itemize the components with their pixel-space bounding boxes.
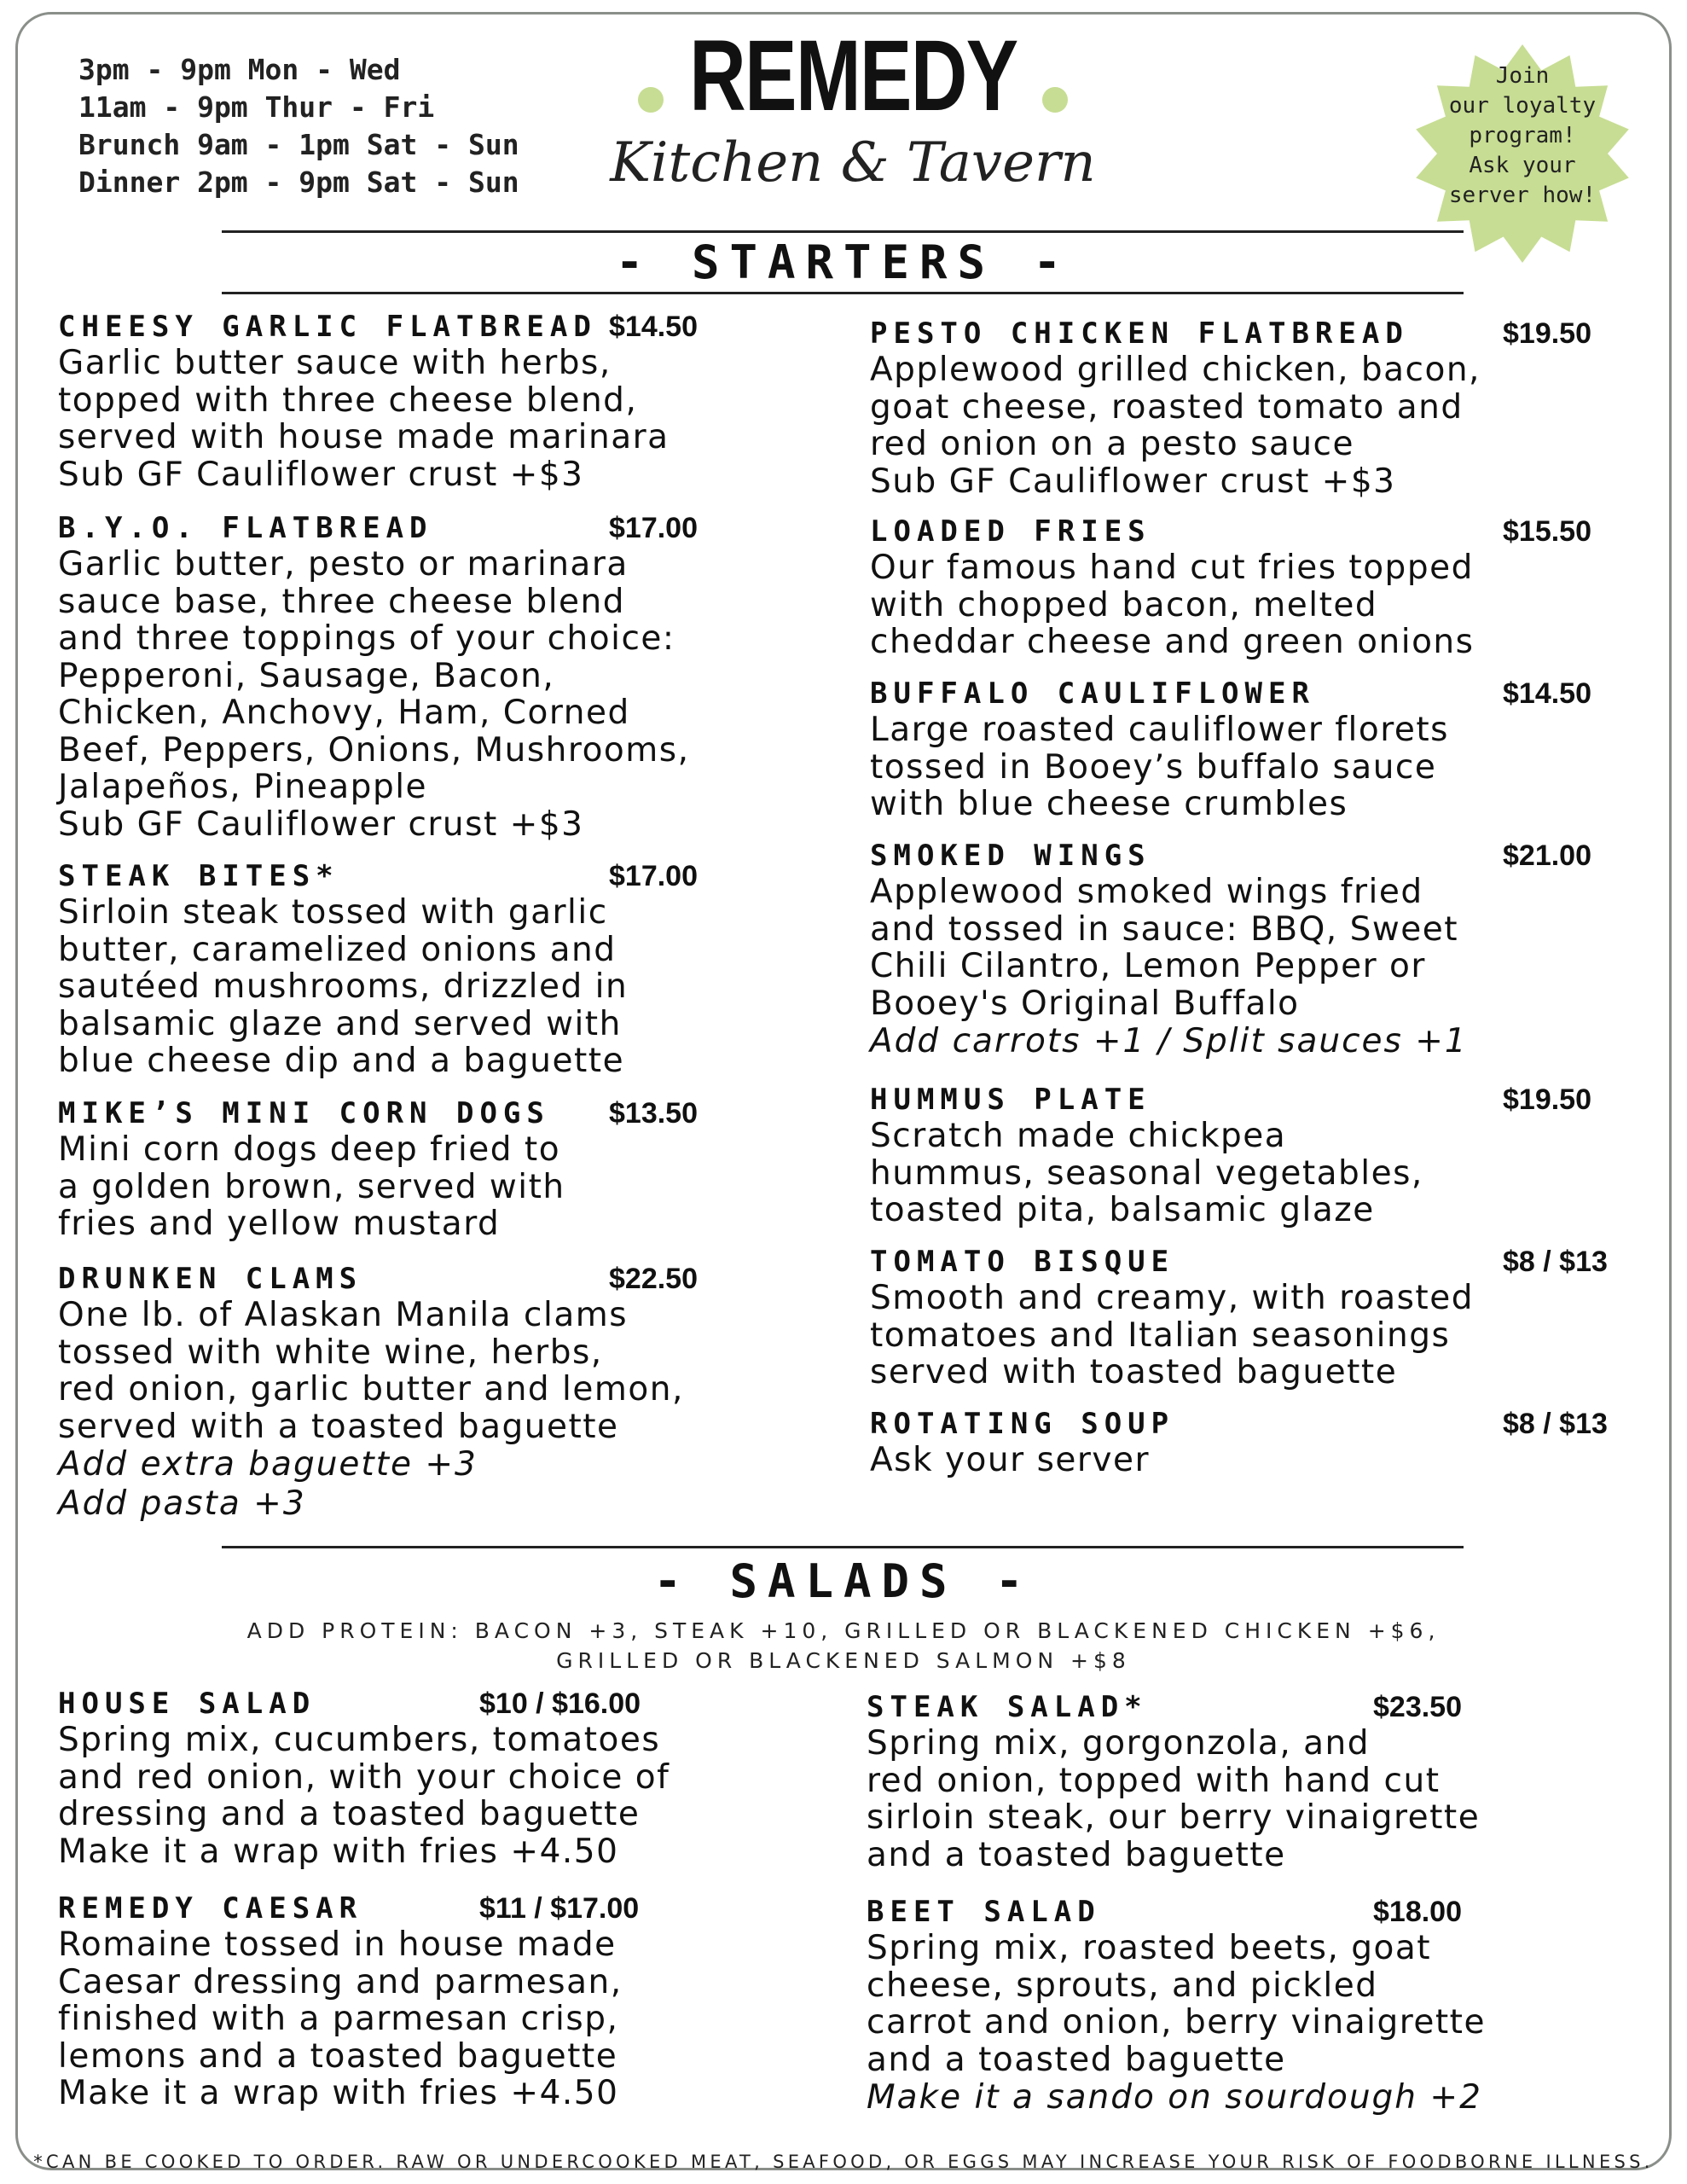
menu-item-description: Scratch made chickpea hummus, seasonal vegetables, toasted pita, balsamic glaze [870,1117,1423,1229]
divider [222,230,1464,233]
menu-item-description: Spring mix, cucumbers, tomatoes and red onion, with your choice of dressing and a toasted baguette Make it a wrap with fries +4.50 [58,1721,670,1871]
menu-item-price: $10 / $16.00 [479,1687,641,1720]
divider [222,292,1464,294]
menu-item [870,316,1638,500]
menu-item-price: $8 / $13 [1503,1246,1608,1278]
menu-item-description: Applewood grilled chicken, bacon, goat cheese, roasted tomato and red onion on a pesto sauce Sub GF Cauliflower crust +$3 [870,351,1481,501]
menu-item-description: One lb. of Alaskan Manila clams tossed with white wine, herbs, red onion, garlic butter and lemon, served with a toasted baguette [58,1296,684,1446]
hours-line: Brunch 9am - 1pm Sat - Sun [78,128,519,161]
menu-item-header [870,1406,1638,1442]
menu-item-description: Romaine tossed in house made Caesar dressing and parmesan, finished with a parmesan crisp, lemons and a toasted baguette Make it a wrap with fries +4.50 [58,1926,623,2112]
menu-item-name: CHEESY GARLIC FLATBREAD [58,310,597,344]
menu-item [58,1891,826,2112]
menu-item-price: $11 / $17.00 [479,1892,640,1925]
menu-item-header [870,1244,1638,1280]
menu-item-description: Sirloin steak tossed with garlic butter, caramelized onions and sautéed mushrooms, drizzled in balsamic glaze and served with blue cheese dip and a baguette [58,893,629,1080]
menu-item-name: ROTATING SOUP [870,1407,1175,1441]
menu-item-header [58,510,826,546]
menu-item [58,309,826,493]
menu-item [870,514,1638,661]
menu-item-price: $23.50 [1373,1691,1462,1723]
menu-item-add-on: Add carrots +1 / Split sauces +1 [870,1022,1468,1060]
menu-item-name: HOUSE SALAD [58,1687,316,1721]
menu-item-description: Spring mix, gorgonzola, and red onion, topped with hand cut sirloin steak, our berry vinaigrette and a toasted baguette [867,1724,1481,1874]
menu-item-name: TOMATO BISQUE [870,1245,1175,1279]
menu-item-header [58,1891,826,1926]
menu-item-add-on: Make it a sando on sourdough +2 [867,2078,1482,2117]
menu-item [870,1082,1638,1229]
footnote-disclaimer: *CAN BE COOKED TO ORDER. RAW OR UNDERCOOKED MEAT, SEAFOOD, OR EGGS MAY INCREASE YOUR RISK OF FOODBORNE ILLNESS. [33,2152,1654,2172]
menu-item-description: Garlic butter, pesto or marinara sauce base, three cheese blend and three toppings of your choice: Pepperoni, Sausage, Bacon, Chicken, Anchovy, Ham, Corned Beef, Peppers, Onions, Mushrooms, Jalapeños, Pineapple Sub GF Cauliflower crust +$3 [58,545,690,844]
menu-item-header [58,858,826,894]
menu-item-name: LOADED FRIES [870,514,1151,549]
menu-item-name: HUMMUS PLATE [870,1083,1151,1117]
menu-item-name: BUFFALO CAULIFLOWER [870,677,1315,711]
menu-item-name: STEAK SALAD* [867,1690,1148,1724]
menu-item [870,1244,1638,1391]
loyalty-badge-text: Join our loyalty program! Ask your server how! [1448,63,1597,208]
menu-item-price: $8 / $13 [1503,1408,1608,1440]
menu-item-price: $17.00 [609,860,698,892]
brand-name: REMEDY [688,20,1017,132]
add-protein-note: ADD PROTEIN: BACON +3, STEAK +10, GRILLED OR BLACKENED CHICKEN +$6, GRILLED OR BLACKENED SALMON +$8 [246,1618,1441,1673]
menu-item-name: MIKE’S MINI CORN DOGS [58,1096,550,1130]
menu-item-name: PESTO CHICKEN FLATBREAD [870,317,1409,351]
menu-item-description: Applewood smoked wings fried and tossed in sauce: BBQ, Sweet Chili Cilantro, Lemon Pepper or Booey's Original Buffalo [870,873,1458,1023]
menu-item-header [58,1261,826,1297]
menu-item-description: Mini corn dogs deep fried to a golden brown, served with fries and yellow mustard [58,1130,565,1243]
menu-item [867,1689,1634,1873]
menu-item-price: $18.00 [1373,1896,1462,1928]
hours-line: Dinner 2pm - 9pm Sat - Sun [78,166,519,199]
menu-item [58,1095,826,1243]
menu-item-header [867,1894,1634,1930]
menu-item-name: REMEDY CAESAR [58,1891,363,1926]
menu-item-name: STEAK BITES* [58,859,339,893]
hours-line: 11am - 9pm Thur - Fri [78,90,435,124]
menu-item-name: BEET SALAD [867,1895,1101,1929]
menu-item-price: $13.50 [609,1097,698,1130]
menu-item [58,510,826,843]
menu-item-name: SMOKED WINGS [870,839,1151,873]
menu-item-name: DRUNKEN CLAMS [58,1262,363,1296]
menu-item [867,1894,1634,2117]
menu-item-description: Ask your server [870,1441,1151,1479]
menu-item-header [867,1689,1634,1725]
divider [222,1546,1464,1548]
brand-subtitle: Kitchen & Tavern [610,131,1096,195]
menu-item-description: Smooth and creamy, with roasted tomatoes and Italian seasonings served with toasted baguette [870,1279,1474,1391]
logo-dot-icon [638,87,664,113]
section-title-starters: - STARTERS - [615,235,1072,289]
hours-line: 3pm - 9pm Mon - Wed [78,53,401,86]
menu-item-header [58,309,826,345]
menu-item-add-on: Add extra baguette +3 Add pasta +3 [58,1445,478,1523]
menu-item-header [58,1686,826,1722]
menu-item [870,1406,1638,1479]
hours-block [78,51,519,201]
logo [597,20,1109,195]
menu-item-price: $17.00 [609,512,698,544]
menu-item-price: $22.50 [609,1263,698,1295]
menu-item-description: Garlic butter sauce with herbs, topped with three cheese blend, served with house made marinara Sub GF Cauliflower crust +$3 [58,344,670,494]
menu-item [58,1686,826,1870]
menu-item [58,1261,826,1524]
menu-item-header [870,1082,1638,1118]
menu-item-price: $14.50 [609,311,698,343]
menu-item-header [870,676,1638,712]
menu-item-price: $15.50 [1503,515,1591,548]
menu-item-name: B.Y.O. FLATBREAD [58,511,433,545]
menu-item-price: $14.50 [1503,677,1591,710]
menu-item-description: Large roasted cauliflower florets tossed in Booey’s buffalo sauce with blue cheese crumbles [870,711,1450,823]
menu-item [870,676,1638,823]
logo-dot-icon [1042,87,1068,113]
menu-item-description: Spring mix, roasted beets, goat cheese, sprouts, and pickled carrot and onion, berry vinaigrette and a toasted baguette [867,1929,1486,2079]
menu-item-header [870,838,1638,874]
menu-item-price: $21.00 [1503,839,1591,872]
menu-item-header [58,1095,826,1131]
section-title-salads: - SALADS - [653,1554,1034,1608]
menu-item-description: Our famous hand cut fries topped with chopped bacon, melted cheddar cheese and green onions [870,549,1475,661]
menu-item [58,858,826,1080]
menu-item-price: $19.50 [1503,1083,1591,1116]
menu-item-header [870,514,1638,549]
menu-item [870,838,1638,1061]
menu-item-price: $19.50 [1503,317,1591,350]
menu-item-header [870,316,1638,351]
